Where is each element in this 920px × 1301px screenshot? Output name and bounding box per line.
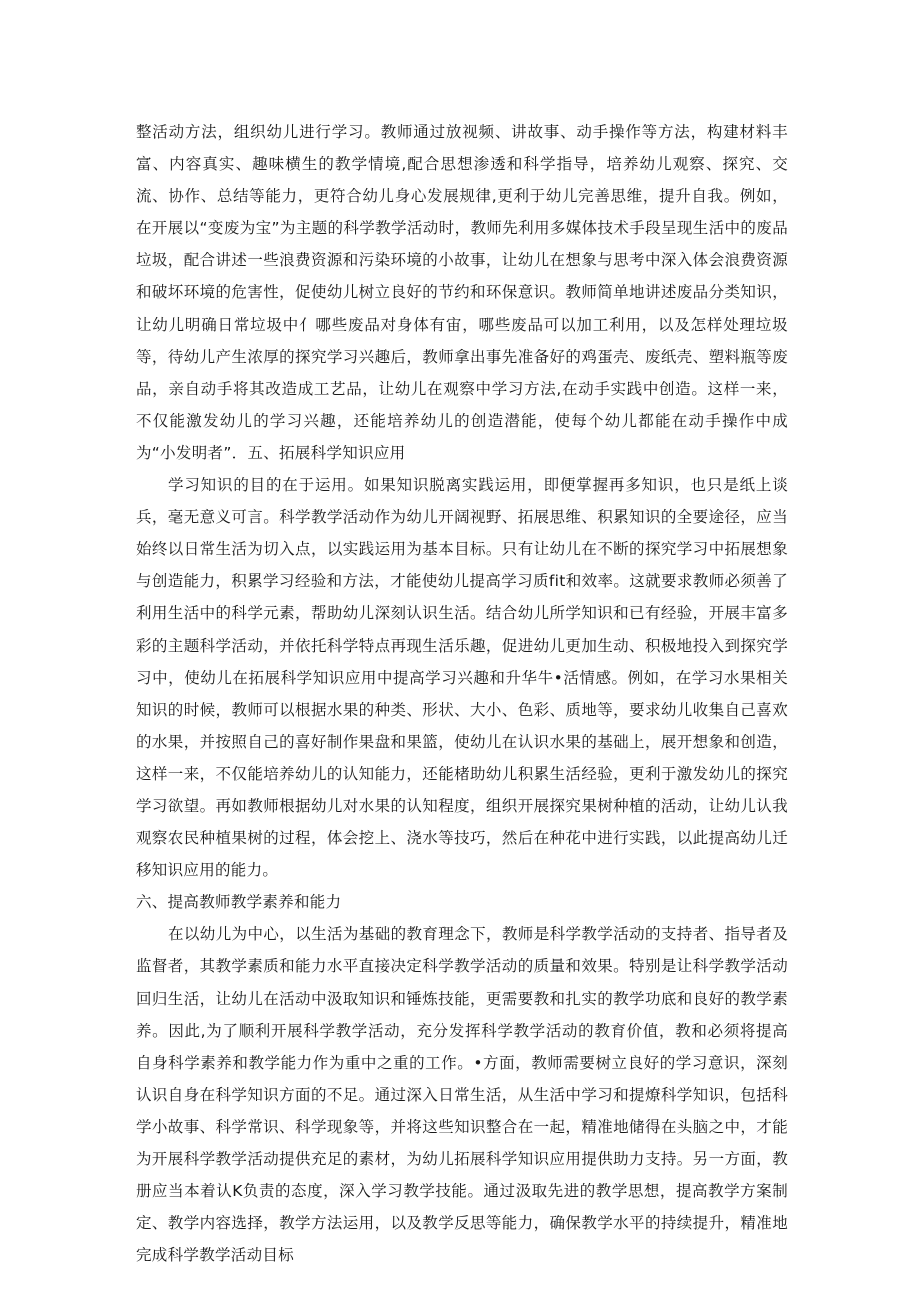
document-body [136,116,788,1271]
paragraph-teacher-quality: 在以幼儿为中心，以生活为基础的教育理念下，教师是科学教学活动的支持者、指导者及监督者，其教学素质和能力水平直接决定科学教学活动的质量和效果。特别是让科学教学活动回归生活，让幼儿在活动中汲取知识和锤炼技能，更需要教和扎实的教学功底和良好的教学素养。因此,为了顺利开展科学教学活动，充分发挥科学教学活动的教育价值，教和必须将提高自身科学素养和教学能力作为重中之重的工作。•方面，教师需要树立良好的学习意识，深刻认识自身在科学知识方面的不足。通过深入日常生活，从生活中学习和提燎科学知识，包括科学小故事、科学常识、科学现象等，并将这些知识整合在一起，精准地储得在头脑之中，才能为开展科学教学活动提供充足的素材，为幼儿拓展科学知识应用提供助力支持。另一方面，教册应当本着认K负责的态度，深入学习教学技能。通过汲取先进的教学思想，提高教学方案制定、教学内容选择，教学方法运用，以及教学反思等能力，确保教学水平的持续提升，精准地完成科学教学活动目标 [136,925,788,1265]
paragraph-activity-methods: 整活动方法，组织幼儿进行学习。教师通过放视频、讲故事、动手操作等方法，构建材料丰富、内容真实、趣味横生的教学情境,配合思想渗透和科学指导，培养幼儿观察、探究、交流、协作、总结等能力，更符合幼儿身心发展规律,更利于幼儿完善思维，提升自我。例如，在开展以“变废为宝”为主题的科学教学活动时，教师先利用多媒体技术手段呈现生活中的废品垃圾，配合讲述一些浪费资源和污染环境的小故事，让幼儿在想象与思考中深入体会浪费资源和破坏环境的危害性，促使幼儿树立良好的节约和环保意识。教师简单地讲述废品分类知识，让幼儿明确日常垃圾中亻哪些废品对身体有宙，哪些废品可以加工利用，以及怎样处理垃圾等，待幼儿产生浓厚的探究学习兴趣后，教师拿出事先准备好的鸡蛋壳、废纸壳、塑料瓶等废品，亲自动手将其改造成工艺品，让幼儿在观察中学习方法,在动手实践中创造。这样一来，不仅能激发幼儿的学习兴趣，还能培养幼儿的创造潜能，使每个幼儿都能在动手操作中成为“小发明者”．五、拓展科学知识应用 [136,123,788,462]
paragraph-knowledge-application: 学习知识的目的在于运用。如果知识脱离实践运用，即便掌握再多知识，也只是纸上谈兵，毫无意义可言。科学教学活动作为幼儿开阔视野、拓展思维、积累知识的全要途径，应当始终以日常生活为切入点，以实践运用为基本目标。只有让幼儿在不断的探究学习中拓展想象与创造能力，积累学习经验和方法，才能使幼儿提高学习质fit和效率。这就要求教师必须善了利用生活中的科学元素，帮助幼儿深刻认识生活。结合幼儿所学知识和已有经验，开展丰富多彩的主题科学活动，并依托科学特点再现生活乐趣，促进幼儿更加生动、积极地投入到探究学习中，使幼儿在拓展科学知识应用中提高学习兴趣和升华牛•活情感。例如，在学习水果相关知识的时候，教师可以根据水果的种类、形状、大小、色彩、质地等，要求幼儿收集自己喜欢的水果，并按照自己的喜好制作果盘和果篮，使幼儿在认识水果的基础上，展开想象和创造，这样一来，不仅能培养幼儿的认知能力，还能楮助幼儿积累生活经验，更利于激发幼儿的探究学习欲望。再如教师根据幼儿对水果的认知程度，组织开展探究果树种植的活动，让幼儿认我观察农民种植果树的过程，体会挖上、浇水等技巧，然后在种花中进行实践，以此提高幼儿迁移知识应用的能力。 [136,476,788,880]
section-heading-teacher-quality: 六、提高教师教学素养和能力 [136,893,342,912]
